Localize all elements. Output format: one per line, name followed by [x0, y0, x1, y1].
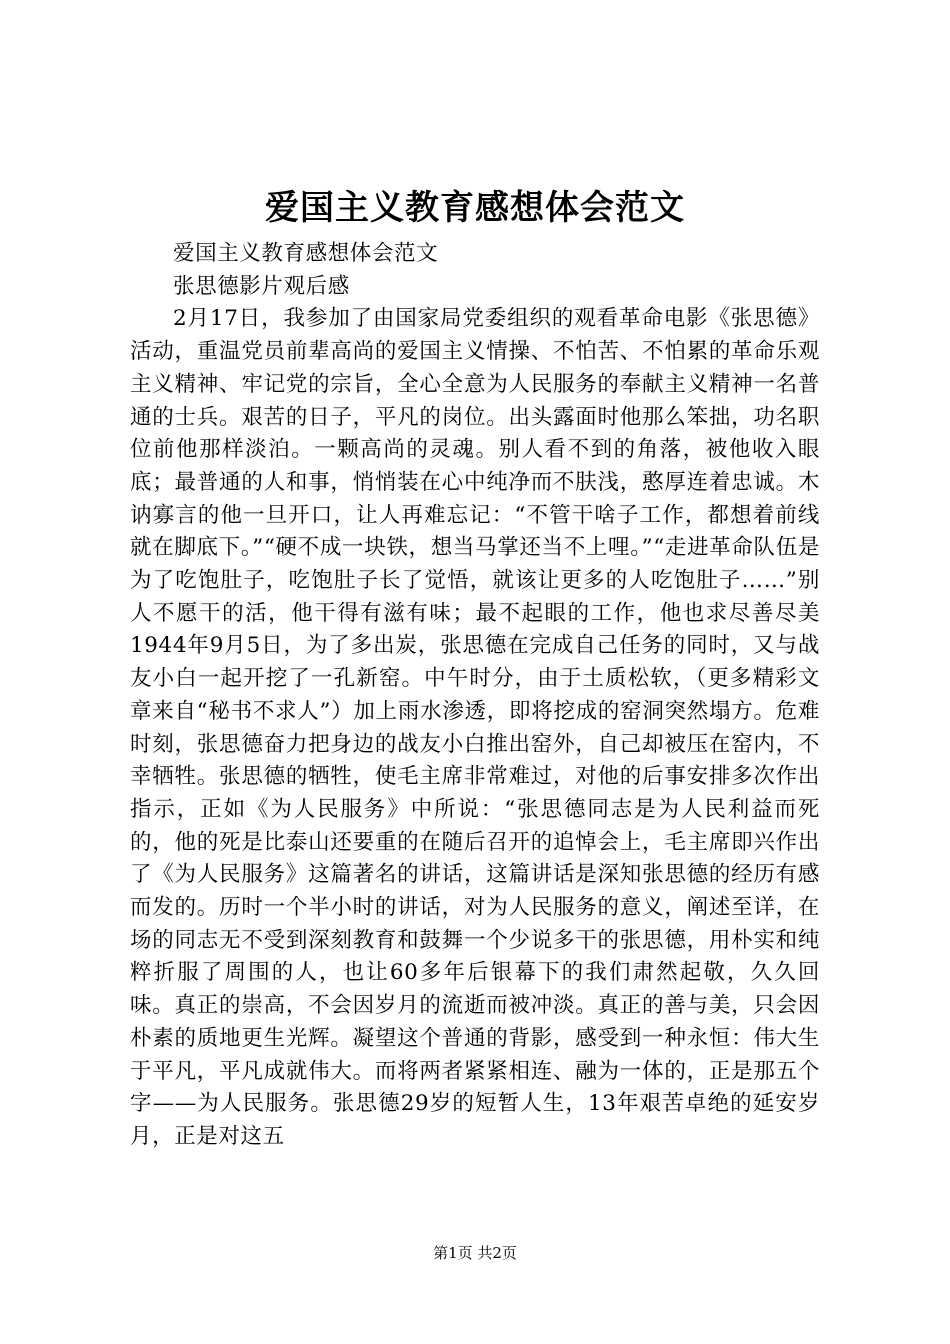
paragraph-subtitle: 爱国主义教育感想体会范文	[173, 241, 439, 266]
page-footer: 第1页 共2页	[433, 1244, 517, 1262]
document-title: 爱国主义教育感想体会范文	[265, 188, 685, 228]
paragraph-heading: 张思德影片观后感	[173, 273, 350, 299]
paragraph-main: 2月17日，我参加了由国家局党委组织的观看革命电影《张思德》活动，重温党员前辈高尚的爱国主义情操、不怕苦、不怕累的革命乐观主义精神、牢记党的宗旨，全心全意为人民服务的奉献主义精神一名普通的士兵。艰苦的日子，平凡的岗位。出头露面时他那么笨拙，功名职位前他那样淡泊。一颗高尚的灵魂。别人看不到的角落，被他收入眼底；最普通的人和事，悄悄装在心中纯净而不肤浅，憨厚连着忠诚。木讷寡言的他一旦开口，让人再难忘记：“不管干啥子工作，都想着前线就在脚底下。”“硬不成一块铁，想当马掌还当不上哩。”“走进革命队伍是为了吃饱肚子，吃饱肚子长了觉悟，就该让更多的人吃饱肚子……”别人不愿干的活，他干得有滋有味；最不起眼的工作，他也求尽善尽美1944年9月5日，为了多出炭，张思德在完成自己任务的同时，又与战友小白一起开挖了一孔新窑。中午时分，由于土质松软，（更多精彩文章来自“秘书不求人”）加上雨水渗透，即将挖成的窑洞突然塌方。危难时刻，张思德奋力把身边的战友小白推出窑外，自己却被压在窑内，不幸牺牲。张思德的牺牲，使毛主席非常难过，对他的后事安排多次作出指示，正如《为人民服务》中所说：“张思德同志是为人民利益而死的，他的死是比泰山还要重的在随后召开的追悼会上，毛主席即兴作出了《为人民服务》这篇著名的讲话，这篇讲话是深知张思德的经历有感而发的。历时一个半小时的讲话，对为人民服务的意义，阐述至详，在场的同志无不受到深刻教育和鼓舞一个少说多干的张思德，用朴实和纯粹折服了周围的人，也让60多年后银幕下的我们肃然起敬，久久回味。真正的崇高，不会因岁月的流逝而被冲淡。真正的善与美，只会因朴素的质地更生光辉。凝望这个普通的背影，感受到一种永恒：伟大生于平凡，平凡成就伟大。而将两者紧紧相连、融为一体的，正是那五个字——为人民服务。张思德29岁的短暂人生，13年艰苦卓绝的延安岁月，正是对这五	[130, 306, 820, 1149]
document-body	[130, 238, 820, 1154]
